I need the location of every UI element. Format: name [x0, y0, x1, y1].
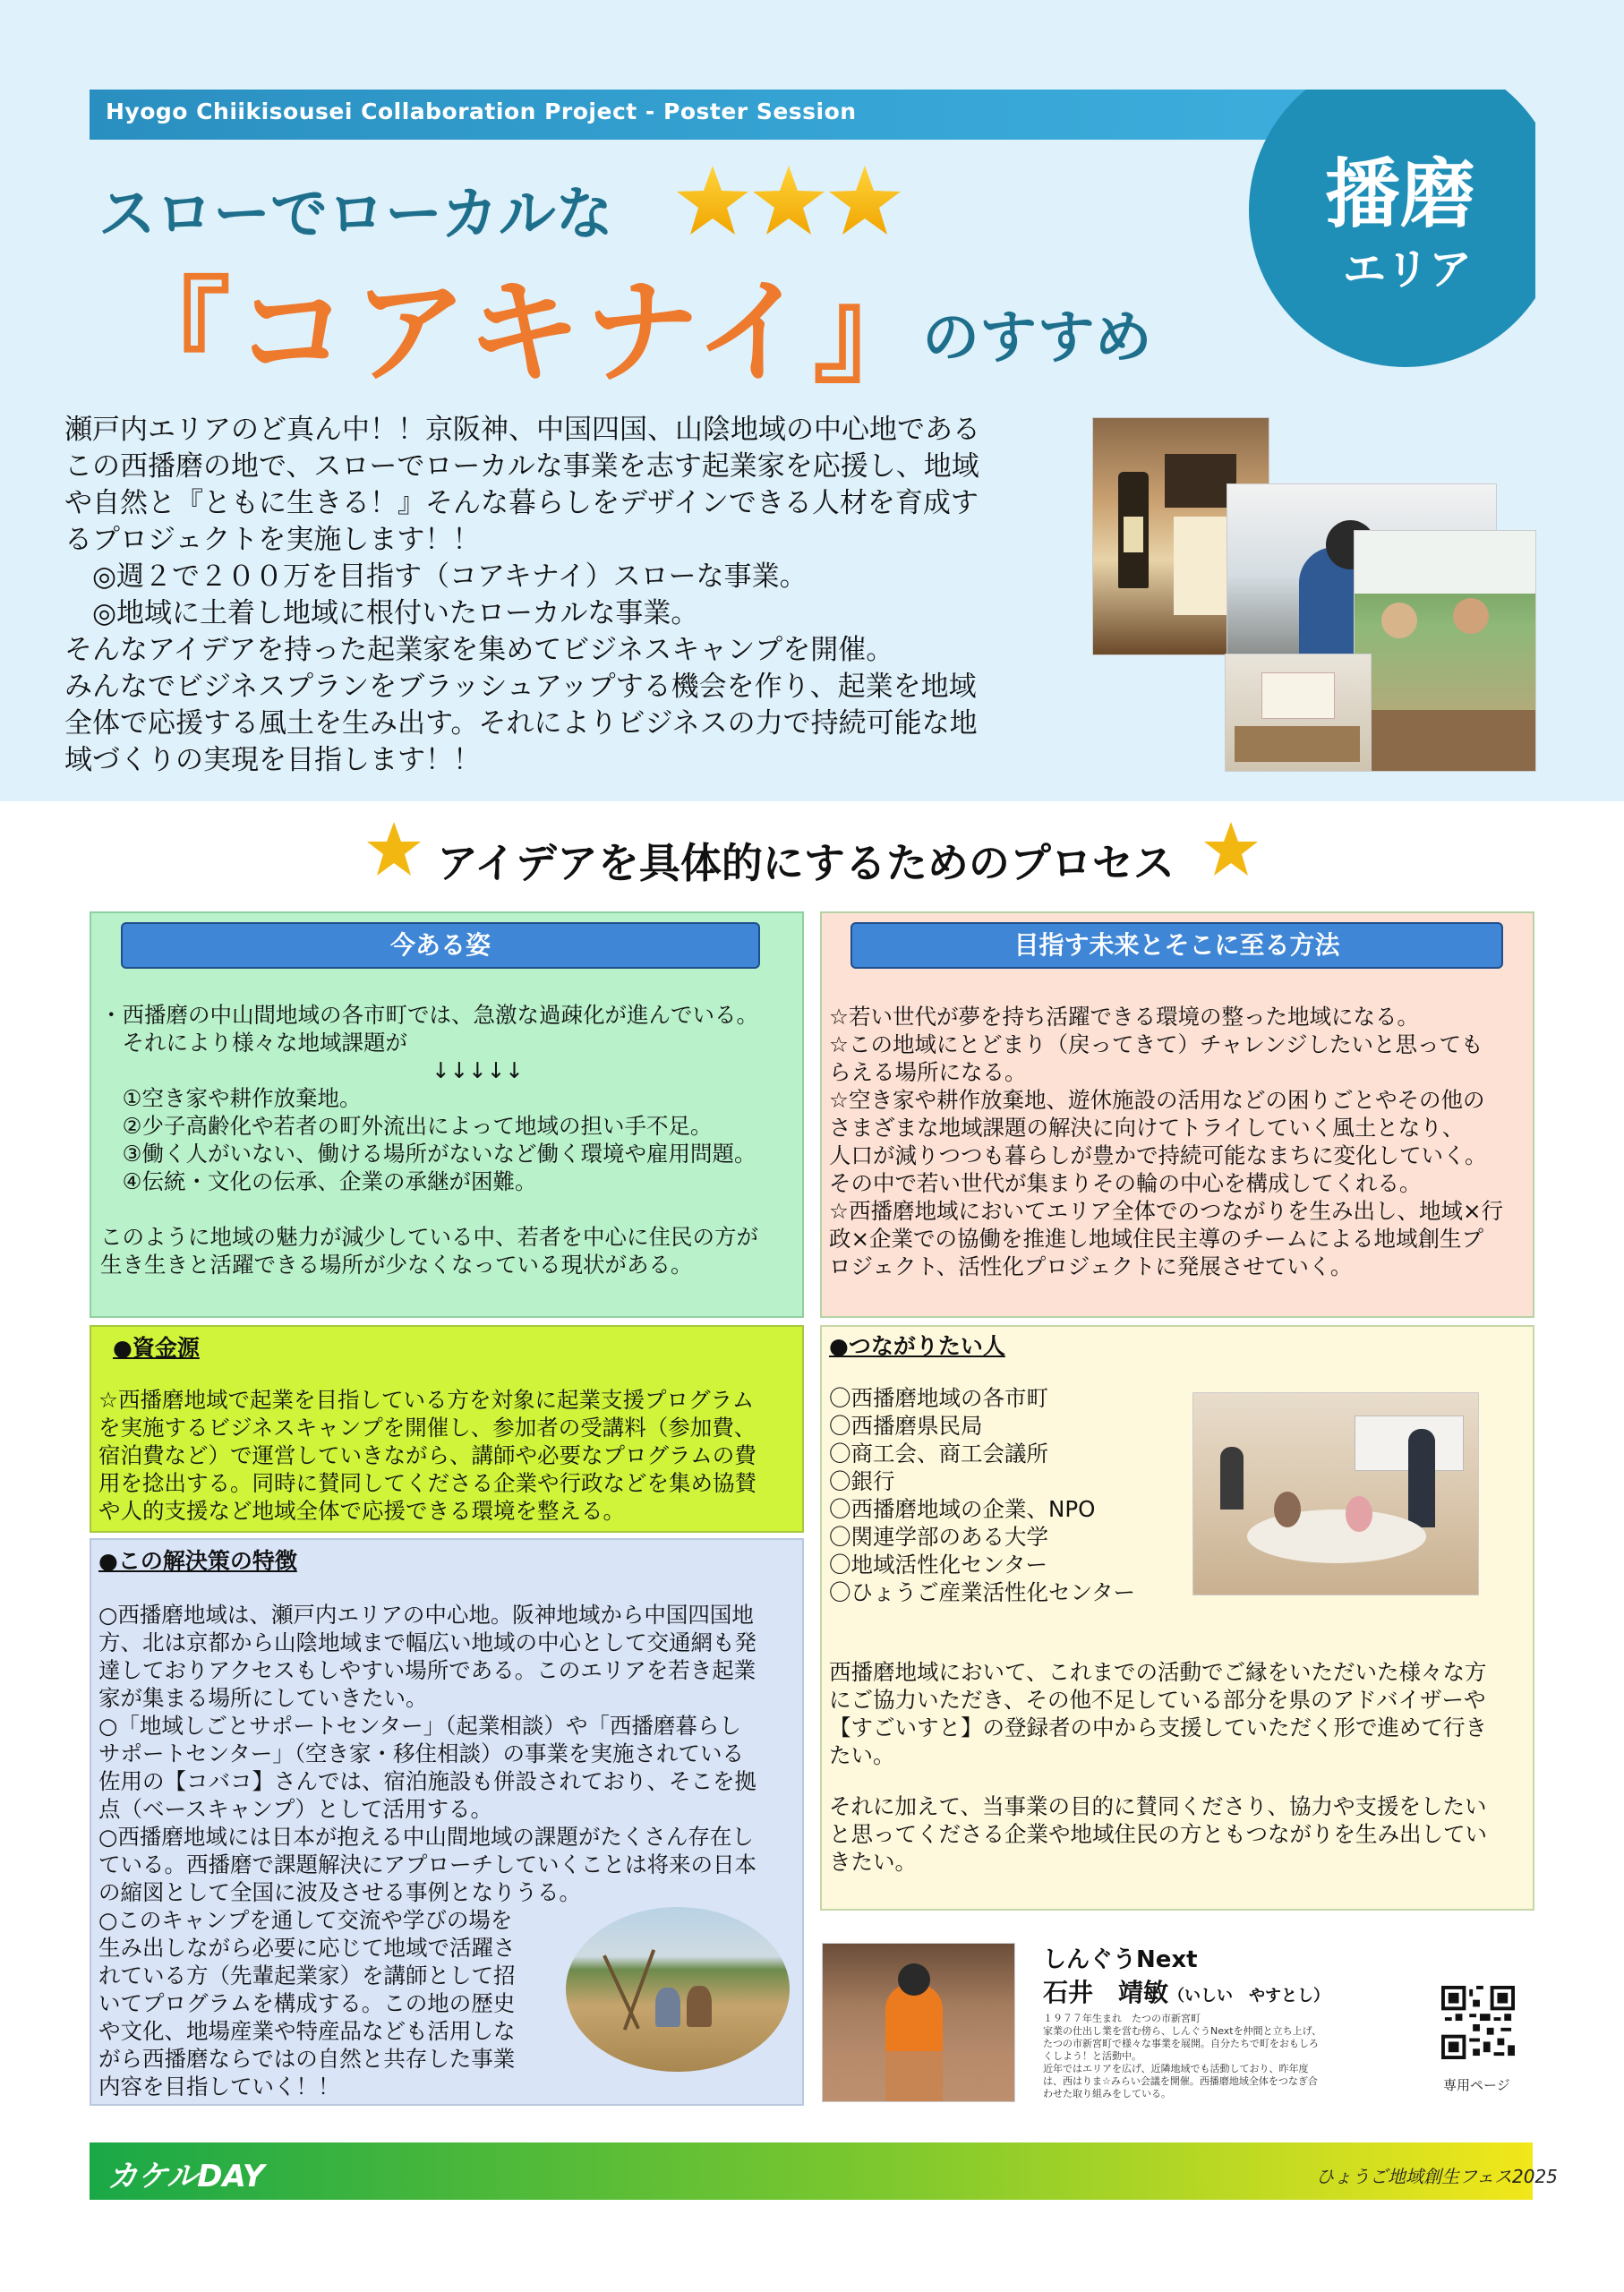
bio-line: １９７７年生まれ たつの市新宮町	[1043, 2013, 1201, 2024]
text-line: ③働く人がいない、働ける場所がないなど働く環境や雇用問題。	[100, 1141, 756, 1167]
text-line: がら西播磨ならではの自然と共存した事業	[98, 2046, 516, 2072]
bio-line: 家業の仕出し業を営む傍ら、しんぐうNextを仲間と立ち上げ、	[1043, 2025, 1322, 2037]
star-left-icon	[367, 820, 421, 877]
title-suffix: のすすめ	[922, 305, 1152, 372]
text-line: このように地域の魅力が減少している中、若者を中心に住民の方が	[100, 1224, 758, 1250]
text-line: それに加えて、当事業の目的に賛同くださり、協力や支援をしたい	[829, 1793, 1487, 1819]
text-line: それにより様々な地域課題が	[100, 1030, 407, 1056]
text-line: や文化、地場産業や特産品なども活用しな	[98, 2018, 516, 2044]
presenter-photo	[822, 1943, 1015, 2102]
text-line: と思ってくださる企業や地域住民の方ともつながりを生み出してい	[829, 1821, 1487, 1847]
text-line: 宿泊費など）で運営していきながら、講師や必要なプログラムの費	[98, 1442, 756, 1468]
text-line: 点（ベースキャンプ）として活用する。	[98, 1796, 493, 1822]
text-line: ↓↓↓↓↓	[432, 1057, 524, 1083]
future-text	[829, 1003, 1527, 1280]
text-line: ☆若い世代が夢を持ち活躍できる環境の整った地域になる。	[829, 1004, 1419, 1030]
connect-list	[829, 1384, 1187, 1606]
intro-line: や自然と『ともに生きる！』そんな暮らしをデザインできる人材を育成す	[64, 487, 979, 519]
text-line: れている方（先輩起業家）を講師として招	[98, 1963, 516, 1988]
text-line: ・西播磨の中山間地域の各市町では、急激な過疎化が進んでいる。	[100, 1002, 758, 1028]
bio-line: 近年ではエリアを広げ、近隣地域でも活動しており、昨年度	[1043, 2063, 1309, 2074]
text-line: ○このキャンプを通して交流や学びの場を	[98, 1907, 513, 1933]
text-line: さまざまな地域課題の解決に向けてトライしていく風土となり、	[829, 1115, 1465, 1141]
list-item: 〇西播磨地域の各市町	[829, 1385, 1048, 1411]
connect-heading-text: ●つながりたい人	[829, 1333, 1005, 1359]
star-right-icon	[1204, 820, 1258, 877]
list-item: 〇西播磨県民局	[829, 1413, 983, 1439]
text-line: ☆この地域にとどまり（戻ってきて）チャレンジしたいと思っても	[829, 1031, 1483, 1057]
text-line: 佐用の【コバコ】さんでは、宿泊施設も併設されており、そこを拠	[98, 1768, 756, 1794]
three-stars-icon	[677, 161, 910, 242]
text-line: ている。西播磨で課題解決にアプローチしていくことは将来の日本	[98, 1852, 756, 1877]
area-label: 播磨	[1325, 150, 1476, 238]
text-line: きたい。	[829, 1849, 917, 1875]
text-line: 人口が減りつつも暮らしが豊かで持続可能なまちに変化していく。	[829, 1142, 1487, 1168]
text-line: を実施するビジネスキャンプを開催し、参加者の受講料（参加費、	[98, 1415, 756, 1441]
footer-event: ひょうご地域創生フェス2025	[1316, 2166, 1558, 2187]
qr-code-icon[interactable]	[1441, 1986, 1515, 2059]
intro-line: 域づくりの実現を目指します！！	[64, 744, 481, 776]
profile-bio	[1043, 2013, 1329, 2100]
list-item: 〇銀行	[829, 1468, 895, 1494]
text-line: いてプログラムを構成する。この地の歴史	[98, 1990, 516, 2016]
funding-heading-text: ●資金源	[113, 1335, 200, 1361]
main-title: 『コアキナイ』	[116, 266, 931, 399]
qr-caption: 専用ページ	[1443, 2077, 1510, 2093]
text-line: その中で若い世代が集まりその輪の中心を構成してくれる。	[829, 1170, 1422, 1196]
produce-photo	[1225, 654, 1372, 772]
text-line: ☆西播磨地域で起業を目指している方を対象に起業支援プログラム	[98, 1387, 755, 1413]
profile-kana: （いしい やすとし）	[1168, 1987, 1330, 2006]
field-photo	[566, 1907, 790, 2072]
list-item: 〇西播磨地域の企業、NPO	[829, 1496, 1096, 1522]
title-line1: スローでローカルな	[98, 182, 613, 248]
bio-line: くしよう！と活動中。	[1043, 2050, 1141, 2062]
text-line: 【すごいすと】の登録者の中から支援していただく形で進めて行き	[829, 1715, 1487, 1740]
future-label: 目指す未来とそこに至る方法	[850, 922, 1503, 969]
area-sublabel: エリア	[1343, 244, 1473, 295]
intro-line: みんなでビジネスプランをブラッシュアップする機会を作り、起業を地域	[64, 671, 977, 703]
intro-line: るプロジェクトを実施します！！	[64, 524, 481, 556]
text-line: 生み出しながら必要に応じて地域で活躍さ	[98, 1935, 516, 1961]
text-line: 生き生きと活躍できる場所が少なくなっている現状がある。	[100, 1252, 693, 1278]
text-line: たい。	[829, 1742, 895, 1768]
text-line: 政×企業での協働を推進し地域住民主導のチームによる地域創生プ	[829, 1226, 1484, 1252]
footer-logo: カケルDAY	[107, 2159, 265, 2194]
current-state-label: 今ある姿	[121, 922, 760, 969]
intro-line: 全体で応援する風土を生み出す。それによりビジネスの力で持続可能な地	[64, 707, 978, 740]
process-title: アイデアを具体的にするためのプロセス	[437, 839, 1175, 887]
text-line: ○「地域しごとサポートセンター」（起業相談）や「西播磨暮らし	[98, 1713, 741, 1739]
text-line: ☆空き家や耕作放棄地、遊休施設の活用などの困りごとやその他の	[829, 1087, 1485, 1113]
profile-name-text: 石井 靖敏	[1043, 1978, 1169, 2007]
text-line: サポートセンター」（空き家・移住相談）の事業を実施されている	[98, 1740, 745, 1766]
text-line: にご協力いただき、その他不足している部分を県のアドバイザーや	[829, 1687, 1486, 1713]
features-heading-text: ●この解決策の特徴	[98, 1548, 297, 1574]
text-line: 家が集まる場所にしていきたい。	[98, 1685, 428, 1711]
bio-line: たつの市新宮町で様々な事業を展開。自分たちで町をおもしろ	[1043, 2038, 1319, 2049]
text-line: 方、北は京都から山陰地域まで幅広い地域の中心として交通網も発	[98, 1629, 756, 1655]
text-line: や人的支援など地域全体で応援できる環境を整える。	[98, 1498, 625, 1524]
funding-text	[98, 1386, 797, 1525]
banner-title: Hyogo Chiikisousei Collaboration Project - Poster Session	[106, 98, 857, 124]
text-line: 西播磨地域において、これまでの活動でご縁をいただいた様々な方	[829, 1659, 1487, 1685]
list-item: 〇商工会、商工会議所	[829, 1441, 1048, 1467]
profile-name	[1043, 1973, 1329, 2009]
meeting-photo	[1192, 1392, 1479, 1595]
list-item: 〇ひょうご産業活性化センター	[829, 1579, 1136, 1605]
bio-line: わせた取り組みをしている。	[1043, 2088, 1171, 2100]
intro-line: 瀬戸内エリアのど真ん中！！京阪神、中国四国、山陰地域の中心地である	[64, 414, 980, 446]
text-line: ○西播磨地域は、瀬戸内エリアの中心地。阪神地域から中国四国地	[98, 1602, 754, 1628]
text-line: ロジェクト、活性化プロジェクトに発展させていく。	[829, 1253, 1353, 1279]
connect-heading	[829, 1332, 1005, 1360]
intro-line: この西播磨の地で、スローでローカルな事業を志す起業家を応援し、地域	[64, 450, 979, 483]
text-line: の縮図として全国に波及させる事例となりうる。	[98, 1879, 581, 1905]
funding-heading	[113, 1334, 793, 1362]
features-heading	[98, 1547, 297, 1575]
text-line	[100, 1195, 799, 1223]
intro-line: ◎地域に土着し地域に根付いたローカルな事業。	[64, 597, 699, 629]
text-line: 達しておりアクセスもしやすい場所である。このエリアを若き起業	[98, 1657, 756, 1683]
profile-org: しんぐうNext	[1043, 1946, 1198, 1973]
list-item: 〇地域活性化センター	[829, 1552, 1048, 1578]
market-photo	[1354, 530, 1536, 772]
connect-paragraph-2	[829, 1792, 1527, 1876]
text-line: ①空き家や耕作放棄地。	[100, 1085, 362, 1111]
intro-line: そんなアイデアを持った起業家を集めてビジネスキャンプを開催。	[64, 634, 894, 666]
intro-line: ◎週２で２００万を目指す（コアキナイ）スローな事業。	[64, 560, 808, 593]
text-line: ☆西播磨地域においてエリア全体でのつながりを生み出し、地域×行	[829, 1198, 1503, 1224]
text-line: 内容を目指していく！！	[98, 2074, 340, 2100]
bio-line: は、西はりま☆みらい会議を開催。西播磨地域全体をつなぎ合	[1043, 2075, 1318, 2087]
intro-text	[64, 412, 1085, 779]
text-line: ④伝統・文化の伝承、企業の承継が困難。	[100, 1168, 537, 1194]
current-state-text	[100, 1001, 799, 1279]
list-item: 〇関連学部のある大学	[829, 1524, 1048, 1550]
text-line: ○西播磨地域には日本が抱える中山間地域の課題がたくさん存在し	[98, 1824, 754, 1850]
text-line: 用を捻出する。同時に賛同してくださる企業や行政などを集め協賛	[98, 1470, 756, 1496]
text-line: ②少子高齢化や若者の町外流出によって地域の担い手不足。	[100, 1113, 713, 1139]
text-line: らえる場所になる。	[829, 1059, 1027, 1085]
connect-paragraph-1	[829, 1658, 1527, 1769]
